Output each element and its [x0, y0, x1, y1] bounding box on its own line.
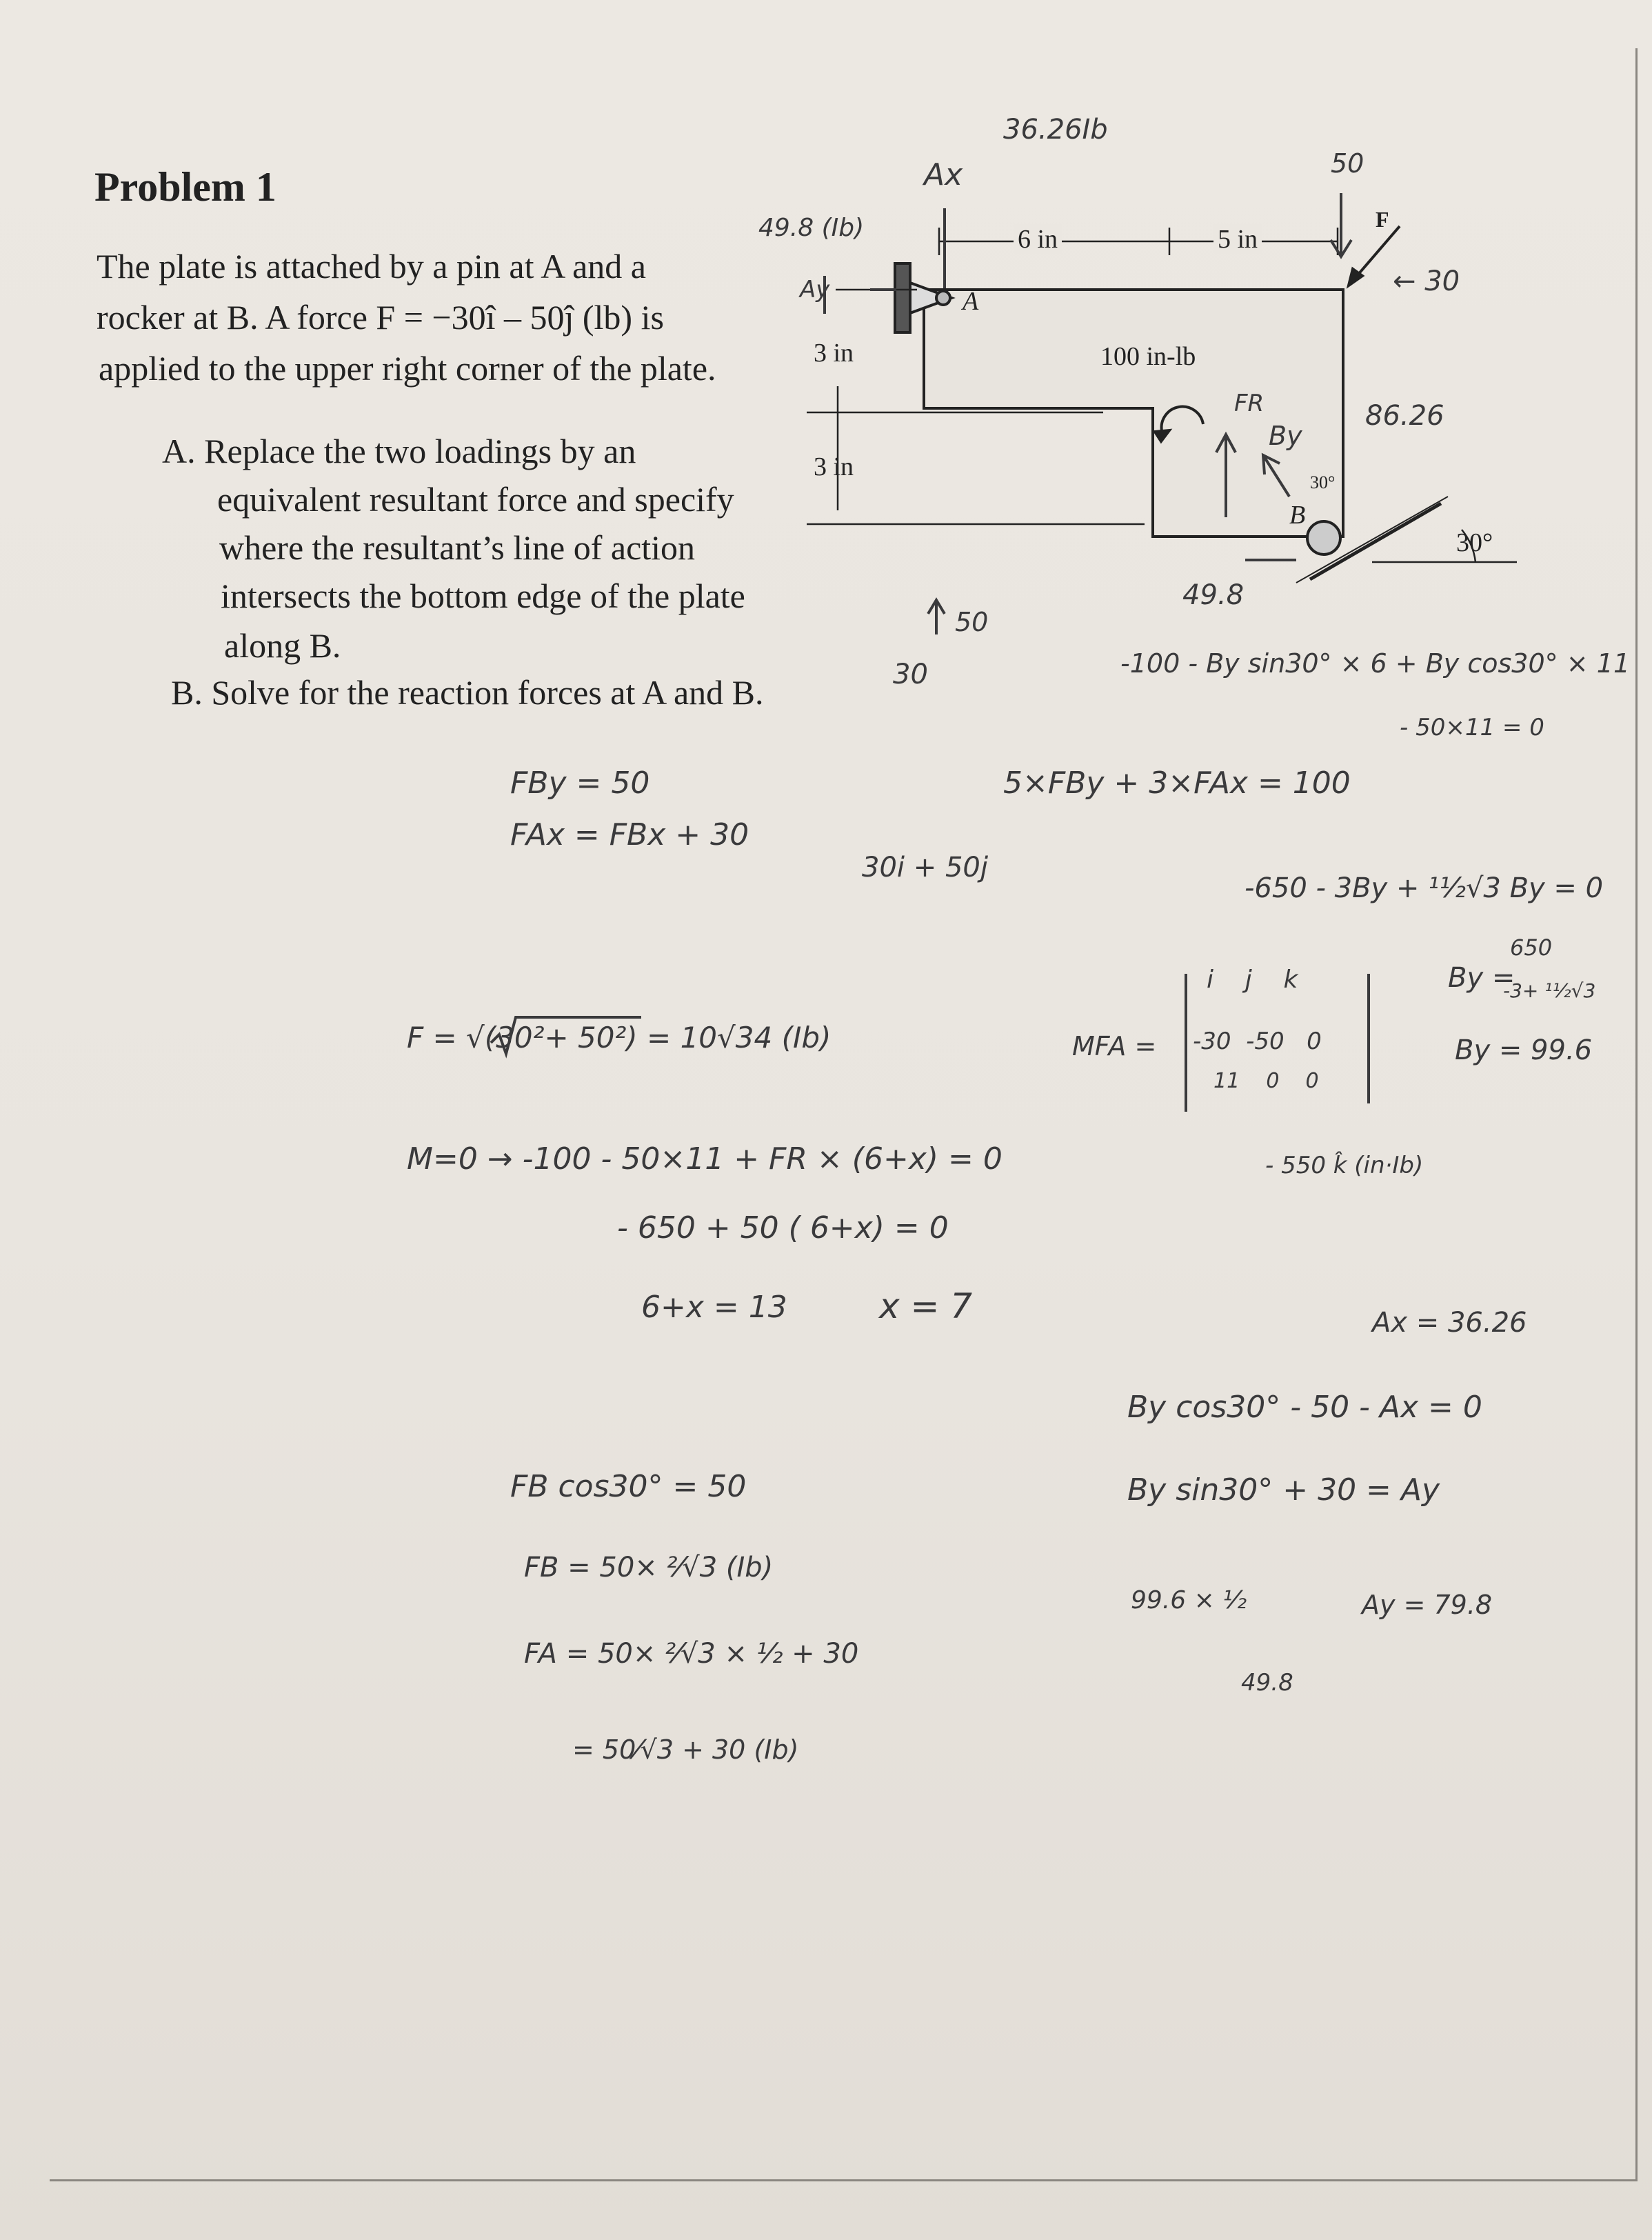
hw-vec-30i-50j: 30i + 50j: [862, 852, 988, 883]
f-y-arrow: [1331, 193, 1351, 257]
hw-val-498: 49.8: [1241, 1669, 1293, 1697]
hw-fby: FBy = 50: [510, 766, 650, 801]
hw-ax-value: 36.26Ib: [1003, 114, 1108, 146]
label-a: A: [963, 287, 979, 316]
hw-by-fraction-den: -3+ ¹¹⁄₂√3: [1503, 979, 1596, 1002]
hw-eq-5fby: 5×FBy + 3×FAx = 100: [1003, 766, 1351, 801]
part-a-line-4: intersects the bottom edge of the plate: [221, 577, 745, 615]
hw-ax-label: Ax: [924, 157, 963, 192]
problem-intro-line-3: applied to the upper right corner of the plate.: [99, 349, 716, 388]
hw-ay-value: 49.8 (Ib): [758, 214, 865, 242]
part-a-line-2: equivalent resultant force and specify: [217, 480, 734, 519]
hw-f-x: ← 30: [1393, 266, 1460, 297]
hw-fa-result: = 50⁄√3 + 30 (Ib): [572, 1734, 799, 1765]
hw-half-calc: 99.6 × ½: [1131, 1586, 1247, 1614]
dim-5in: 5 in: [1213, 224, 1262, 254]
label-b: B: [1289, 501, 1306, 530]
hw-moment-sum-4: x = 7: [879, 1286, 973, 1326]
angle-label: 30°: [1456, 528, 1493, 557]
hw-ax-result: Ax = 36.26: [1372, 1307, 1527, 1339]
angle-small-label: 30°: [1310, 472, 1336, 492]
dim-3in-bottom: 3 in: [814, 452, 854, 481]
label-f: F: [1376, 207, 1389, 232]
dim-3in-top: 3 in: [814, 339, 854, 368]
hw-det-row-3: 11 0 0: [1213, 1069, 1319, 1093]
hw-ay-result: Ay = 79.8: [1362, 1590, 1493, 1620]
part-a-line-1: A. Replace the two loadings by an: [162, 432, 636, 470]
part-b: B. Solve for the reaction forces at A and B.: [171, 673, 764, 712]
hw-by-fraction-num: 650: [1510, 934, 1553, 961]
hw-moment-sum-2: - 650 + 50 ( 6+x) = 0: [617, 1210, 949, 1246]
hw-sketch-30: 30: [893, 659, 928, 690]
hw-neg-550: - 550 k̂ (in·Ib): [1265, 1152, 1424, 1179]
hw-sum-y: By sin30° + 30 = Ay: [1127, 1472, 1440, 1508]
hw-fr-label: FR: [1234, 390, 1265, 417]
hw-sketch-50: 50: [955, 607, 989, 637]
dim-6in: 6 in: [1014, 224, 1062, 254]
hw-f-magnitude: F = √(30²+ 50²) = 10√34 (Ib): [407, 1021, 832, 1054]
hw-ay-arrow-label: Ay: [800, 276, 830, 303]
hw-fa-equation: FA = 50× ²⁄√3 × ½ + 30: [524, 1638, 859, 1670]
hw-mfa: MFA =: [1072, 1031, 1157, 1061]
problem-intro-line-1: The plate is attached by a pin at A and a: [97, 247, 646, 286]
hw-by-result: By = 99.6: [1455, 1034, 1593, 1066]
sketch-axis: [928, 600, 945, 634]
hw-det-row-2: -30 -50 0: [1193, 1028, 1322, 1055]
hw-fb-cos: FB cos30° = 50: [510, 1469, 747, 1504]
hw-det-row-1: i j k: [1207, 966, 1298, 994]
hw-by-fraction-lhs: By =: [1448, 962, 1515, 994]
hw-by-label: By: [1269, 421, 1302, 451]
hw-eq-650: -650 - 3By + ¹¹⁄₂√3 By = 0: [1245, 872, 1604, 904]
pin-support-a: [895, 263, 910, 332]
hw-moment-sum-1: M=0 → -100 - 50×11 + FR × (6+x) = 0: [407, 1141, 1003, 1177]
part-a-line-5: along B.: [224, 626, 341, 665]
hw-moment-sum-3: 6+x = 13: [641, 1290, 787, 1325]
part-a-line-3: where the resultant’s line of action: [219, 528, 696, 567]
hw-f-y: 50: [1331, 148, 1364, 179]
hw-moment-eq-1: -100 - By sin30° × 6 + By cos30° × 11: [1120, 648, 1630, 679]
hw-b-horizontal: 49.8: [1182, 579, 1245, 611]
problem-intro-line-2: rocker at B. A force F = −30î – 50ĵ (lb) is: [97, 298, 664, 337]
hw-fax: FAx = FBx + 30: [510, 817, 749, 852]
couple-label: 100 in-lb: [1100, 342, 1196, 371]
problem-title: Problem 1: [94, 164, 276, 210]
hw-sum-x: By cos30° - 50 - Ax = 0: [1127, 1390, 1482, 1425]
hw-by-value: 86.26: [1365, 400, 1444, 432]
hw-fb-value: FB = 50× ²⁄√3 (Ib): [524, 1552, 774, 1583]
hw-moment-eq-2: - 50×11 = 0: [1400, 714, 1544, 741]
